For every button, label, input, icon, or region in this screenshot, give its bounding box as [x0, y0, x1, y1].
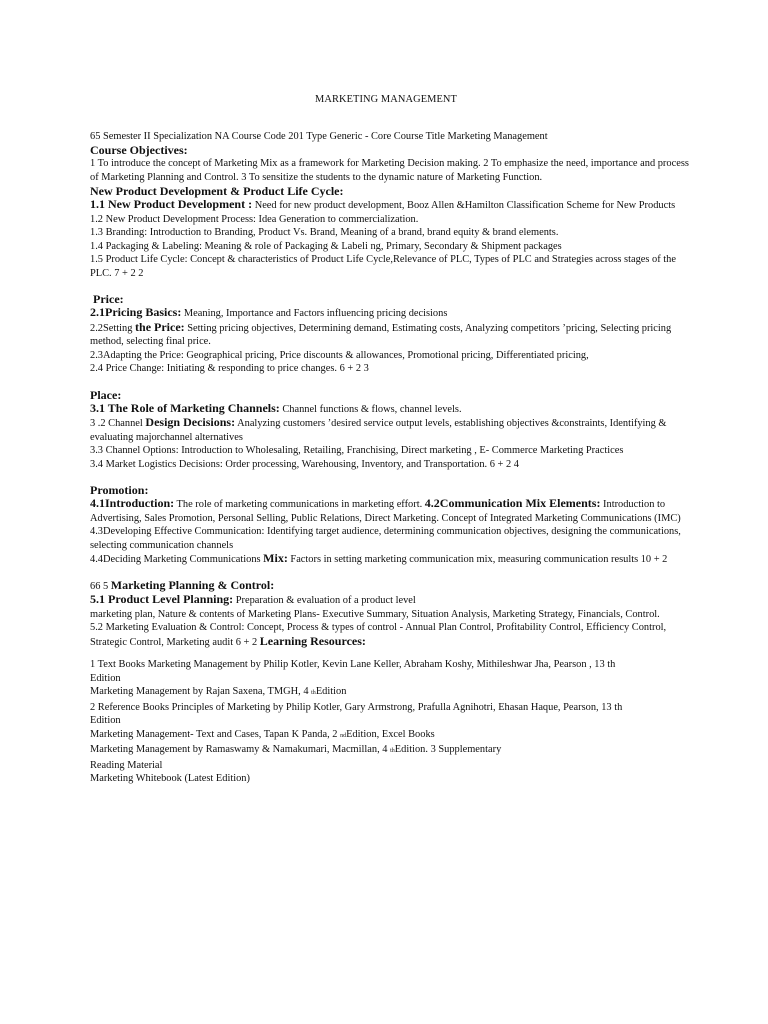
unit4-item4-pre: 4.4Deciding Marketing Communications: [90, 554, 264, 565]
resource-text: Marketing Management- Text and Cases, Tapan K Panda, 2: [90, 728, 341, 740]
unit5-heading-title: Marketing Planning & Control:: [110, 577, 275, 592]
resource-text: Edition: [315, 686, 347, 697]
resource-text: 2 Reference Books Principles of Marketing by Philip Kotler, Gary Armstrong, Prafulla Agnihotri, Ehasan Haque, Pearson, 13 th: [90, 701, 623, 713]
unit4-item1-title: 4.1Introduction:: [90, 496, 175, 510]
unit2-item2-title: the Price:: [135, 319, 185, 334]
objectives-heading: Course Objectives:: [90, 143, 188, 157]
unit2-item2-pre: 2.2Setting: [90, 322, 136, 334]
document-title: MARKETING MANAGEMENT: [315, 94, 457, 105]
unit3-item2: [90, 416, 700, 444]
resource-line-7: Marketing Whitebook (Latest Edition): [90, 773, 250, 784]
unit4-item1: [90, 497, 700, 525]
unit3-item1-title: 3.1 The Role of Marketing Channels:: [90, 400, 280, 415]
resource-text: 1 Text Books Marketing Management by Philip Kotler, Kevin Lane Keller, Abraham Koshy, Mithileshwar Jha, Pearson , 13 th: [90, 659, 616, 670]
unit1-item1-text: Need for new product development, Booz Allen &Hamilton Classification Scheme for New Products: [252, 200, 676, 211]
unit1-item1-title: 1.1 New Product Development :: [90, 197, 253, 211]
unit3-item1-text: Channel functions & flows, channel levels.: [279, 403, 462, 415]
spacer: [90, 280, 700, 292]
objectives-text: 1 To introduce the concept of Marketing Mix as a framework for Marketing Decision making. 2 To emphasize the need, importance and process of Marketing Planning and Control. 3 To sensitize the students to the dynamic nature of Marketing Function.: [90, 158, 689, 183]
unit4-heading: Promotion:: [90, 483, 149, 497]
course-info: 65 Semester II Specialization NA Course Code 201 Type Generic - Core Course Title Marketing Management: [90, 130, 548, 142]
unit3-heading: Place:: [90, 387, 122, 402]
unit4-item2-text: Introduction to Advertising, Sales Promotion, Personal Selling, Public Relations, Direct Marketing. Concept of Integrated Marketing Communications (IMC): [90, 499, 681, 524]
resource-superscript: th: [311, 690, 316, 696]
unit5-item1-cont: marketing plan, Nature & contents of Marketing Plans- Executive Summary, Situation Analysis, Marketing Strategy, Financials, Control.: [90, 608, 660, 620]
unit1-item2: 1.2 New Product Development Process: Idea Generation to commercialization.: [90, 213, 419, 225]
unit4-item4: [90, 552, 700, 567]
unit5-item2: [90, 621, 700, 649]
resource-line-6: Reading Material: [90, 759, 163, 771]
unit5-heading-pre: 66 5: [90, 580, 111, 592]
unit5-heading: [90, 579, 700, 594]
syllabus-document: [90, 93, 700, 786]
unit1-heading: New Product Development & Product Life Cycle:: [90, 184, 344, 198]
unit1-item3: 1.3 Branding: Introduction to Branding, Product Vs. Brand, Meaning of a brand, brand equity & brand elements.: [90, 227, 559, 238]
resource-line-1: [90, 658, 700, 685]
unit3-item4: 3.4 Market Logistics Decisions: Order processing, Warehousing, Inventory, and Transportation. 6 + 2 4: [90, 458, 519, 470]
unit4-item3: 4.3Developing Effective Communication: Identifying target audience, determining communication objectives, designing the communications, selecting communication channels: [90, 526, 681, 551]
unit2-item2-text: Setting pricing objectives, Determining demand, Estimating costs, Analyzing competitors ’pricing, Selecting pricing method, selecting final price.: [90, 322, 672, 347]
resource-line-4: [90, 728, 700, 744]
unit3-item2-title: Design Decisions:: [145, 415, 236, 429]
unit5-item1: [90, 593, 700, 608]
unit3-item3: 3.3 Channel Options: Introduction to Wholesaling, Retailing, Franchising, Direct marketing , E- Commerce Marketing Practices: [90, 445, 624, 456]
unit2-item1-title: 2.1Pricing Basics:: [90, 305, 182, 319]
unit1-item5: 1.5 Product Life Cycle: Concept & characteristics of Product Life Cycle,Relevance of PLC, Types of PLC and Strategies across stages of the PLC. 7 + 2 2: [90, 254, 676, 279]
unit2-item1-text: Meaning, Importance and Factors influencing pricing decisions: [181, 308, 448, 319]
unit4-item4-title: Mix:: [263, 551, 288, 565]
unit3-item1: [90, 402, 700, 417]
resource-superscript: th: [390, 748, 395, 754]
resource-line-3: [90, 701, 700, 728]
resource-text: Edition, Excel Books: [346, 728, 435, 740]
unit3-item2-pre: 3 .2 Channel: [90, 418, 146, 429]
unit2-item2: [90, 321, 700, 349]
unit2-item3: 2.3Adapting the Price: Geographical pricing, Price discounts & allowances, Promotional pricing, Differentiated pricing,: [90, 349, 589, 361]
unit5-item2-text: 5.2 Marketing Evaluation & Control: Concept, Process & types of control - Annual Plan Control, Profitability Control, Efficiency Control, Strategic Control, Marketing audit 6 + 2: [90, 622, 667, 648]
resource-line-2: [90, 685, 700, 701]
spacer: [90, 649, 700, 658]
unit4-item4-text: Factors in setting marketing communication mix, measuring communication results 10 + 2: [287, 554, 668, 565]
unit1-item1: [90, 198, 700, 213]
unit2-item1: [90, 306, 700, 321]
unit1-item4: 1.4 Packaging & Labeling: Meaning & role of Packaging & Labeli ng, Primary, Secondary & Shipment packages: [90, 240, 562, 252]
unit5-item1-title: 5.1 Product Level Planning:: [90, 592, 234, 606]
unit4-item1-text: The role of marketing communications in marketing effort.: [174, 499, 425, 510]
learning-resources-heading: Learning Resources:: [259, 633, 366, 648]
resource-line-5: [90, 743, 700, 759]
resource-text: Edition. 3 Supplementary: [394, 744, 502, 755]
resource-text: Marketing Management by Rajan Saxena, TMGH, 4: [90, 686, 312, 697]
unit2-item4: 2.4 Price Change: Initiating & responding to price changes. 6 + 2 3: [90, 363, 369, 374]
resource-superscript: nd: [340, 732, 347, 739]
spacer: [90, 471, 700, 483]
unit4-item2-title: 4.2Communication Mix Elements:: [424, 496, 601, 510]
unit5-item1-text: Preparation & evaluation of a product level: [233, 595, 416, 606]
resource-text: Edition: [90, 715, 121, 726]
unit3-item2-text: Analyzing customers ’desired service output levels, establishing objectives &constraints, Identifying & evaluating majorchannel alternatives: [90, 418, 667, 443]
spacer: [90, 376, 700, 388]
resource-text: Edition: [90, 672, 121, 684]
unit2-heading: Price:: [93, 292, 124, 306]
resource-text: Marketing Management by Ramaswamy & Namakumari, Macmillan, 4: [90, 744, 391, 755]
